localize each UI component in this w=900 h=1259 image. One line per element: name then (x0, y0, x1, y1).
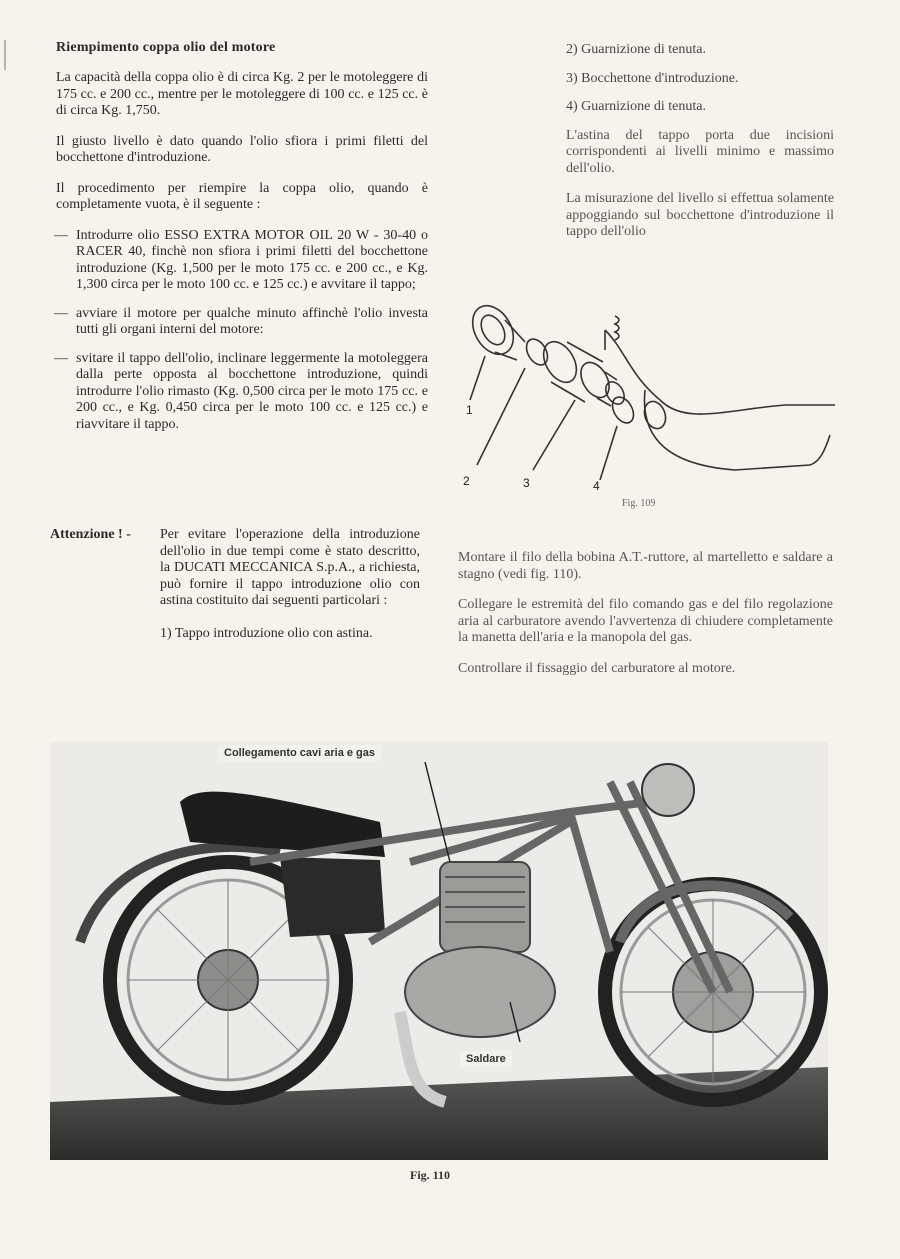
part-item: 4) Guarnizione di tenuta. (566, 99, 706, 114)
paragraph-level: Il giusto livello è dato quando l'olio sfiora i primi filetti del bocchettone d'introduzione. (56, 133, 428, 165)
paragraph-measure: La misurazione del livello si effettua solamente appoggiando sul bocchettone d'introduzione il tappo dell'olio (566, 191, 834, 239)
list-item (56, 228, 428, 294)
fig109-label-1: 1 (466, 403, 473, 417)
part-item: 2) Guarnizione di tenuta. (566, 42, 706, 57)
list-item-text: Introdurre olio ESSO EXTRA MOTOR OIL 20 W - 30-40 o RACER 40, finchè non sfiora i primi filetti del bocchettone introduzione (Kg. 1,500 per le moto 175 cc. e 200 cc., e Kg. 1,300 circa per le moto 100 cc. e 125 cc.) e avvitare il tappo; (76, 227, 428, 292)
section-title: Riempimento coppa olio del motore (56, 40, 276, 55)
figure-109-drawing (455, 290, 845, 515)
dash-marker: — (54, 305, 68, 321)
list-item (56, 306, 428, 339)
dash-marker: — (54, 350, 68, 366)
figure-110-caption: Fig. 110 (410, 1168, 451, 1182)
paragraph-procedure: Il procedimento per riempire la coppa olio, quando è completamente vuota, è il seguente : (56, 180, 428, 212)
attention-body (160, 527, 420, 642)
attention-subitem: 1) Tappo introduzione olio con astina. (160, 625, 373, 641)
paragraph-carburetor: Controllare il fissaggio del carburatore al motore. (458, 660, 736, 676)
right-column-lower (458, 550, 833, 691)
list-item-text: avviare il motore per qualche minuto affinchè l'olio investa tutti gli organi interni del motore: (76, 305, 428, 337)
paragraph-capacity: La capacità della coppa olio è di circa Kg. 2 per le motoleggere di 175 cc. e 200 cc., mentre per le motoleggere di 100 cc. e 125 cc. è di circa Kg. 1,750. (56, 70, 428, 118)
attention-label: Attenzione ! - (50, 527, 131, 542)
list-item (56, 351, 428, 434)
list-item-text: svitare il tappo dell'olio, inclinare leggermente la motoleggera dalla perte opposta al bocchettone introduzione, quindi introdurre l'olio rimasto (Kg. 0,500 circa per le moto 175 cc. e 200 cc., e Kg. 0,450 circa per le moto 100 cc. e 125 cc.) e riavvitare il tappo. (76, 350, 428, 432)
attention-text: Per evitare l'operazione della introduzione dell'olio in due tempi come è stato descritto, la DUCATI MECCANICA S.p.A., a richiesta, può fornire il tappo introduzione olio con astina costituito dai seguenti particolari : (160, 527, 420, 608)
motorcycle-illustration (50, 742, 828, 1160)
part-item: 3) Bocchettone d'introduzione. (566, 70, 739, 86)
fig109-label-2: 2 (463, 474, 470, 488)
fig109-label-4: 4 (593, 479, 600, 493)
label-solder: Saldare (460, 1051, 512, 1067)
label-cables: Collegamento cavi aria e gas (218, 745, 381, 761)
left-column (56, 40, 428, 445)
paragraph-dipstick: L'astina del tappo porta due incisioni corrispondenti ai livelli minimo e massimo dell'olio. (566, 127, 834, 176)
figure-110-photo (50, 742, 828, 1160)
figure-109-caption: Fig. 109 (622, 498, 656, 509)
paragraph-cables: Collegare le estremità del filo comando gas e del filo regolazione aria al carburatore avendo l'avvertenza di chiudere completamente la manetta dell'aria e la manopola del gas. (458, 597, 833, 645)
right-column (566, 42, 834, 255)
dash-marker: — (54, 227, 68, 243)
fig109-label-3: 3 (523, 476, 530, 490)
paragraph-coil-wire: Montare il filo della bobina A.T.-ruttore, al martelletto e saldare a stagno (vedi fig. 110). (458, 550, 833, 582)
page-edge-mark (4, 40, 6, 70)
